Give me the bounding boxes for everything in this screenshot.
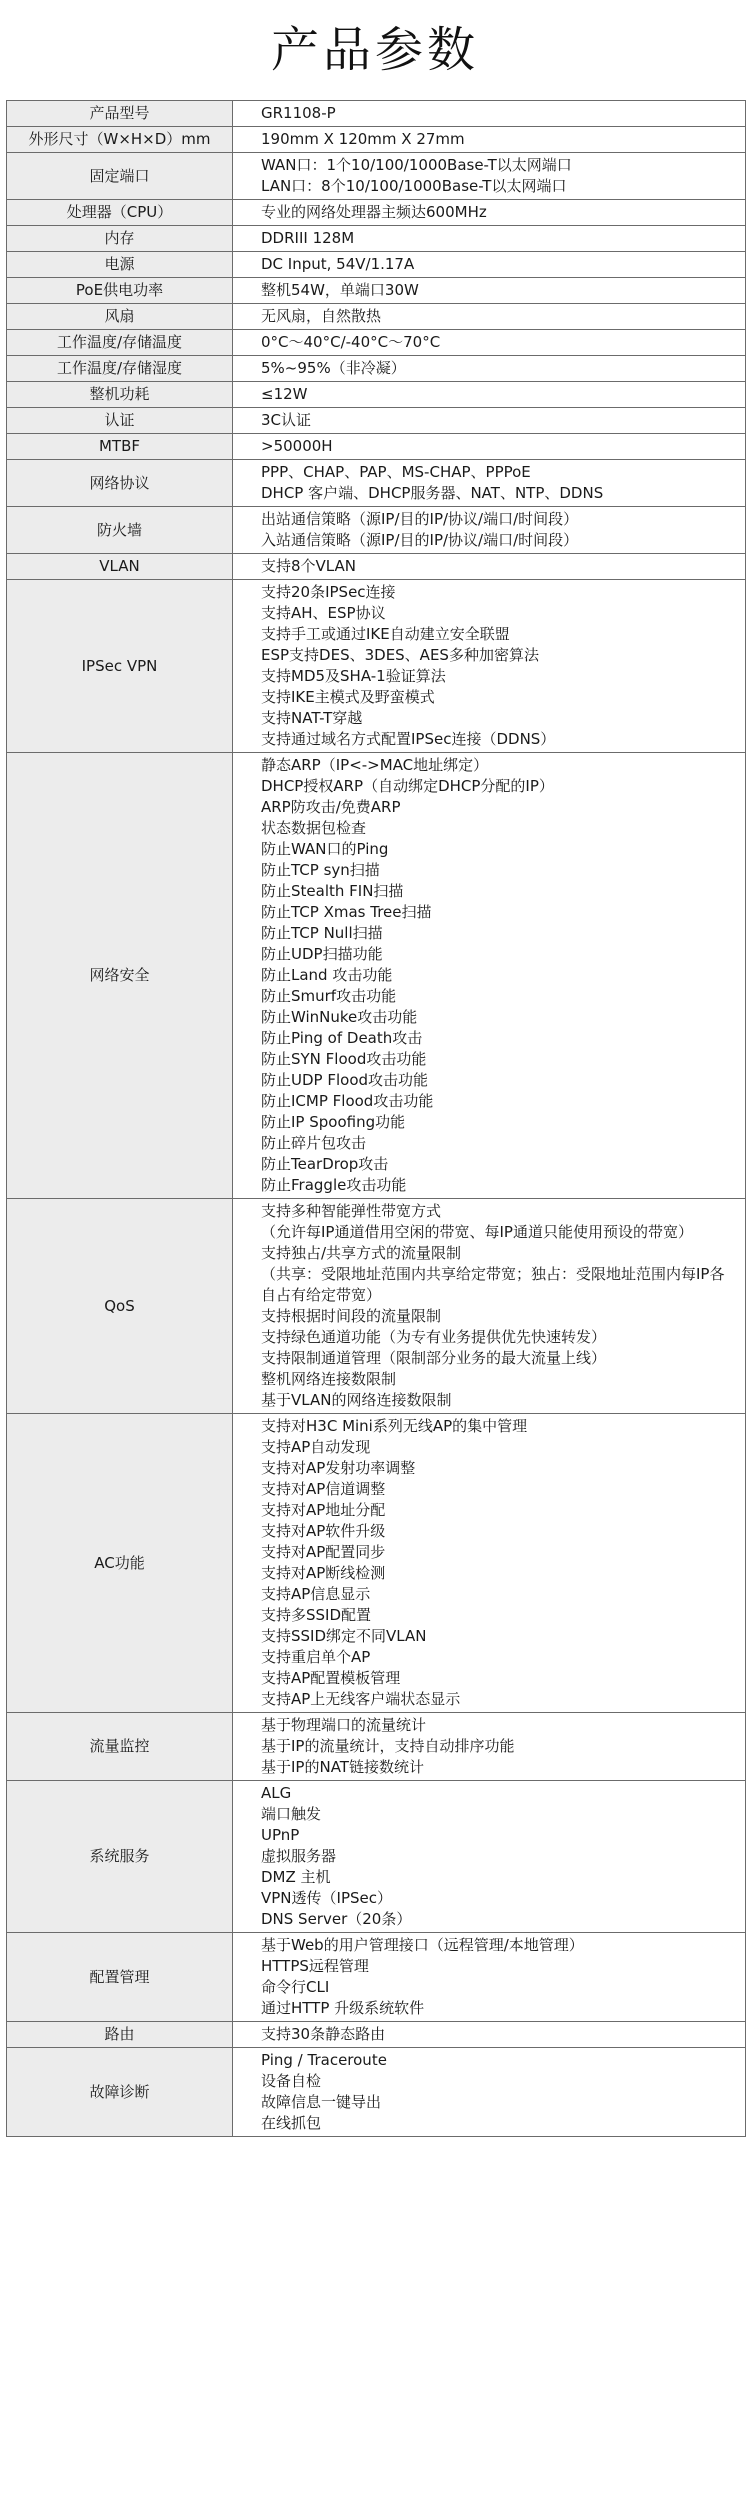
spec-value-line: 基于VLAN的网络连接数限制	[261, 1391, 452, 1409]
spec-value-line: 0°C～40°C/-40°C～70°C	[261, 333, 441, 351]
spec-value-line: 支持对AP发射功率调整	[261, 1459, 416, 1477]
spec-label: 网络安全	[7, 753, 233, 1199]
spec-value-line: UPnP	[261, 1826, 300, 1844]
spec-value	[233, 1781, 746, 1933]
spec-row	[7, 278, 746, 304]
spec-value	[233, 408, 746, 434]
spec-value-line: 防止WinNuke攻击功能	[261, 1008, 418, 1026]
spec-row	[7, 1199, 746, 1414]
spec-value-line: 防止Stealth FIN扫描	[261, 882, 404, 900]
spec-row	[7, 1781, 746, 1933]
spec-value-line: PPP、CHAP、PAP、MS-CHAP、PPPoE	[261, 463, 531, 481]
spec-label: 整机功耗	[7, 382, 233, 408]
spec-row	[7, 304, 746, 330]
spec-label: 认证	[7, 408, 233, 434]
spec-label: 路由	[7, 2022, 233, 2048]
spec-value-line: 防止ICMP Flood攻击功能	[261, 1092, 434, 1110]
spec-value-line: 基于IP的流量统计，支持自动排序功能	[261, 1737, 515, 1755]
spec-value-line: 防止Ping of Death攻击	[261, 1029, 423, 1047]
spec-value-line: 支持AP配置模板管理	[261, 1669, 401, 1687]
spec-value-line: 端口触发	[261, 1805, 322, 1823]
spec-label: 处理器（CPU）	[7, 200, 233, 226]
spec-value	[233, 753, 746, 1199]
spec-value-line: DNS Server（20条）	[261, 1910, 412, 1928]
spec-value-line: 命令行CLI	[261, 1978, 330, 1996]
spec-label: 故障诊断	[7, 2048, 233, 2137]
spec-row	[7, 753, 746, 1199]
spec-row	[7, 460, 746, 507]
spec-label: 工作温度/存储湿度	[7, 356, 233, 382]
spec-value-line: 支持NAT-T穿越	[261, 709, 363, 727]
spec-value-line: 基于物理端口的流量统计	[261, 1716, 427, 1734]
spec-label: 网络协议	[7, 460, 233, 507]
spec-value-line: 防止SYN Flood攻击功能	[261, 1050, 427, 1068]
spec-value-line: 防止UDP Flood攻击功能	[261, 1071, 429, 1089]
spec-value	[233, 356, 746, 382]
spec-value	[233, 153, 746, 200]
spec-value-line: 支持MD5及SHA-1验证算法	[261, 667, 446, 685]
spec-value-line: 支持对AP断线检测	[261, 1564, 386, 1582]
spec-value-line: DMZ 主机	[261, 1868, 331, 1886]
spec-label: 产品型号	[7, 101, 233, 127]
spec-value	[233, 304, 746, 330]
spec-value	[233, 507, 746, 554]
spec-value-line: 基于IP的NAT链接数统计	[261, 1758, 424, 1776]
spec-value-line: LAN口：8个10/100/1000Base-T以太网端口	[261, 177, 567, 195]
spec-value-line: 防止碎片包攻击	[261, 1134, 367, 1152]
spec-value-line: 支持多SSID配置	[261, 1606, 372, 1624]
spec-value	[233, 1199, 746, 1414]
spec-value	[233, 382, 746, 408]
spec-value-line: ARP防攻击/免费ARP	[261, 798, 401, 816]
spec-value-line: 防止Fraggle攻击功能	[261, 1176, 407, 1194]
spec-label: 系统服务	[7, 1781, 233, 1933]
spec-value-line: DDRIII 128M	[261, 229, 355, 247]
spec-row	[7, 2022, 746, 2048]
spec-label: 配置管理	[7, 1933, 233, 2022]
spec-value-line: 5%~95%（非冷凝）	[261, 359, 406, 377]
spec-value	[233, 1713, 746, 1781]
spec-value	[233, 278, 746, 304]
spec-value-line: 整机54W，单端口30W	[261, 281, 419, 299]
spec-value-line: 基于Web的用户管理接口（远程管理/本地管理）	[261, 1936, 584, 1954]
spec-label: AC功能	[7, 1414, 233, 1713]
spec-value-line: 支持独占/共享方式的流量限制	[261, 1244, 462, 1262]
spec-value-line: 设备自检	[261, 2072, 322, 2090]
spec-row	[7, 127, 746, 153]
spec-value-line: 支持对AP软件升级	[261, 1522, 386, 1540]
spec-value-line: 整机网络连接数限制	[261, 1370, 397, 1388]
spec-row	[7, 580, 746, 753]
spec-value-line: 支持30条静态路由	[261, 2025, 386, 2043]
spec-value-line: 支持对AP信道调整	[261, 1480, 386, 1498]
spec-row	[7, 1933, 746, 2022]
spec-value-line: 支持手工或通过IKE自动建立安全联盟	[261, 625, 510, 643]
spec-row	[7, 252, 746, 278]
spec-value	[233, 434, 746, 460]
spec-label: VLAN	[7, 554, 233, 580]
spec-value	[233, 580, 746, 753]
spec-value-line: 190mm X 120mm X 27mm	[261, 130, 465, 148]
spec-value-line: 支持对AP配置同步	[261, 1543, 386, 1561]
spec-label: 流量监控	[7, 1713, 233, 1781]
spec-label: 工作温度/存储温度	[7, 330, 233, 356]
spec-label: 防火墙	[7, 507, 233, 554]
spec-value-line: VPN透传（IPSec）	[261, 1889, 392, 1907]
spec-value-line: 故障信息一键导出	[261, 2093, 382, 2111]
spec-row	[7, 507, 746, 554]
spec-value	[233, 101, 746, 127]
spec-value	[233, 1414, 746, 1713]
spec-value	[233, 226, 746, 252]
spec-value-line: 防止IP Spoofing功能	[261, 1113, 406, 1131]
spec-value-line: 3C认证	[261, 411, 312, 429]
spec-row	[7, 2048, 746, 2137]
spec-value-line: 支持IKE主模式及野蛮模式	[261, 688, 435, 706]
spec-value-line: 支持对H3C Mini系列无线AP的集中管理	[261, 1417, 528, 1435]
spec-value-line: 入站通信策略（源IP/目的IP/协议/端口/时间段）	[261, 531, 579, 549]
spec-value-line: 支持对AP地址分配	[261, 1501, 386, 1519]
spec-value-line: （共享：受限地址范围内共享给定带宽；独占：受限地址范围内每IP各自占有给定带宽）	[261, 1265, 725, 1304]
spec-value-line: GR1108-P	[261, 104, 336, 122]
spec-value-line: DHCP 客户端、DHCP服务器、NAT、NTP、DDNS	[261, 484, 604, 502]
spec-value-line: Ping / Traceroute	[261, 2051, 387, 2069]
spec-row	[7, 382, 746, 408]
spec-value-line: 出站通信策略（源IP/目的IP/协议/端口/时间段）	[261, 510, 579, 528]
spec-value-line: WAN口：1个10/100/1000Base-T以太网端口	[261, 156, 572, 174]
spec-label: IPSec VPN	[7, 580, 233, 753]
spec-row	[7, 200, 746, 226]
spec-value-line: 支持20条IPSec连接	[261, 583, 396, 601]
spec-value-line: 防止TCP Null扫描	[261, 924, 383, 942]
spec-row	[7, 330, 746, 356]
spec-row	[7, 356, 746, 382]
spec-value-line: 支持AP自动发现	[261, 1438, 371, 1456]
spec-value-line: ≤12W	[261, 385, 308, 403]
spec-value-line: 通过HTTP 升级系统软件	[261, 1999, 425, 2017]
spec-value	[233, 1933, 746, 2022]
spec-table	[6, 100, 746, 2137]
spec-value-line: 支持AP上无线客户端状态显示	[261, 1690, 461, 1708]
spec-value-line: DHCP授权ARP（自动绑定DHCP分配的IP）	[261, 777, 554, 795]
spec-value-line: 防止TCP syn扫描	[261, 861, 380, 879]
spec-row	[7, 101, 746, 127]
spec-value-line: DC Input, 54V/1.17A	[261, 255, 415, 273]
page-title: 产品参数	[270, 22, 479, 78]
spec-label: 外形尺寸（W×H×D）mm	[7, 127, 233, 153]
spec-label: 固定端口	[7, 153, 233, 200]
spec-value-line: ESP支持DES、3DES、AES多种加密算法	[261, 646, 539, 664]
spec-label: QoS	[7, 1199, 233, 1414]
spec-value-line: HTTPS远程管理	[261, 1957, 369, 1975]
spec-value-line: 防止WAN口的Ping	[261, 840, 389, 858]
spec-value-line: 支持多种智能弹性带宽方式	[261, 1202, 442, 1220]
spec-value-line: 支持重启单个AP	[261, 1648, 371, 1666]
spec-value	[233, 330, 746, 356]
spec-row	[7, 434, 746, 460]
spec-value-line: 支持限制通道管理（限制部分业务的最大流量上线）	[261, 1349, 607, 1367]
spec-value	[233, 127, 746, 153]
spec-row	[7, 1414, 746, 1713]
spec-label: MTBF	[7, 434, 233, 460]
spec-row	[7, 1713, 746, 1781]
spec-value-line: 支持SSID绑定不同VLAN	[261, 1627, 427, 1645]
spec-value-line: 支持根据时间段的流量限制	[261, 1307, 442, 1325]
spec-value-line: 防止TearDrop攻击	[261, 1155, 389, 1173]
spec-table-body	[7, 101, 746, 2137]
spec-value	[233, 2048, 746, 2137]
spec-row	[7, 408, 746, 434]
spec-label: PoE供电功率	[7, 278, 233, 304]
spec-value-line: >50000H	[261, 437, 333, 455]
spec-value-line: 防止Land 攻击功能	[261, 966, 393, 984]
spec-value-line: （允许每IP通道借用空闲的带宽、每IP通道只能使用预设的带宽）	[261, 1223, 693, 1241]
spec-value-line: 支持AH、ESP协议	[261, 604, 386, 622]
spec-value	[233, 252, 746, 278]
spec-value	[233, 460, 746, 507]
spec-value-line: 防止TCP Xmas Tree扫描	[261, 903, 432, 921]
spec-row	[7, 226, 746, 252]
spec-value-line: 防止Smurf攻击功能	[261, 987, 397, 1005]
spec-value-line: 专业的网络处理器主频达600MHz	[261, 203, 487, 221]
spec-value-line: 支持通过域名方式配置IPSec连接（DDNS）	[261, 730, 556, 748]
spec-label: 内存	[7, 226, 233, 252]
spec-value	[233, 554, 746, 580]
spec-value	[233, 2022, 746, 2048]
spec-value-line: 支持AP信息显示	[261, 1585, 371, 1603]
spec-value-line: 虚拟服务器	[261, 1847, 337, 1865]
spec-row	[7, 554, 746, 580]
spec-value	[233, 200, 746, 226]
spec-value-line: 支持绿色通道功能（为专有业务提供优先快速转发）	[261, 1328, 607, 1346]
spec-value-line: 防止UDP扫描功能	[261, 945, 383, 963]
spec-value-line: 静态ARP（IP<->MAC地址绑定）	[261, 756, 489, 774]
spec-label: 电源	[7, 252, 233, 278]
spec-row	[7, 153, 746, 200]
spec-value-line: 在线抓包	[261, 2114, 322, 2132]
spec-value-line: 无风扇，自然散热	[261, 307, 382, 325]
spec-value-line: 状态数据包检查	[261, 819, 367, 837]
spec-value-line: 支持8个VLAN	[261, 557, 356, 575]
spec-value-line: ALG	[261, 1784, 292, 1802]
spec-label: 风扇	[7, 304, 233, 330]
